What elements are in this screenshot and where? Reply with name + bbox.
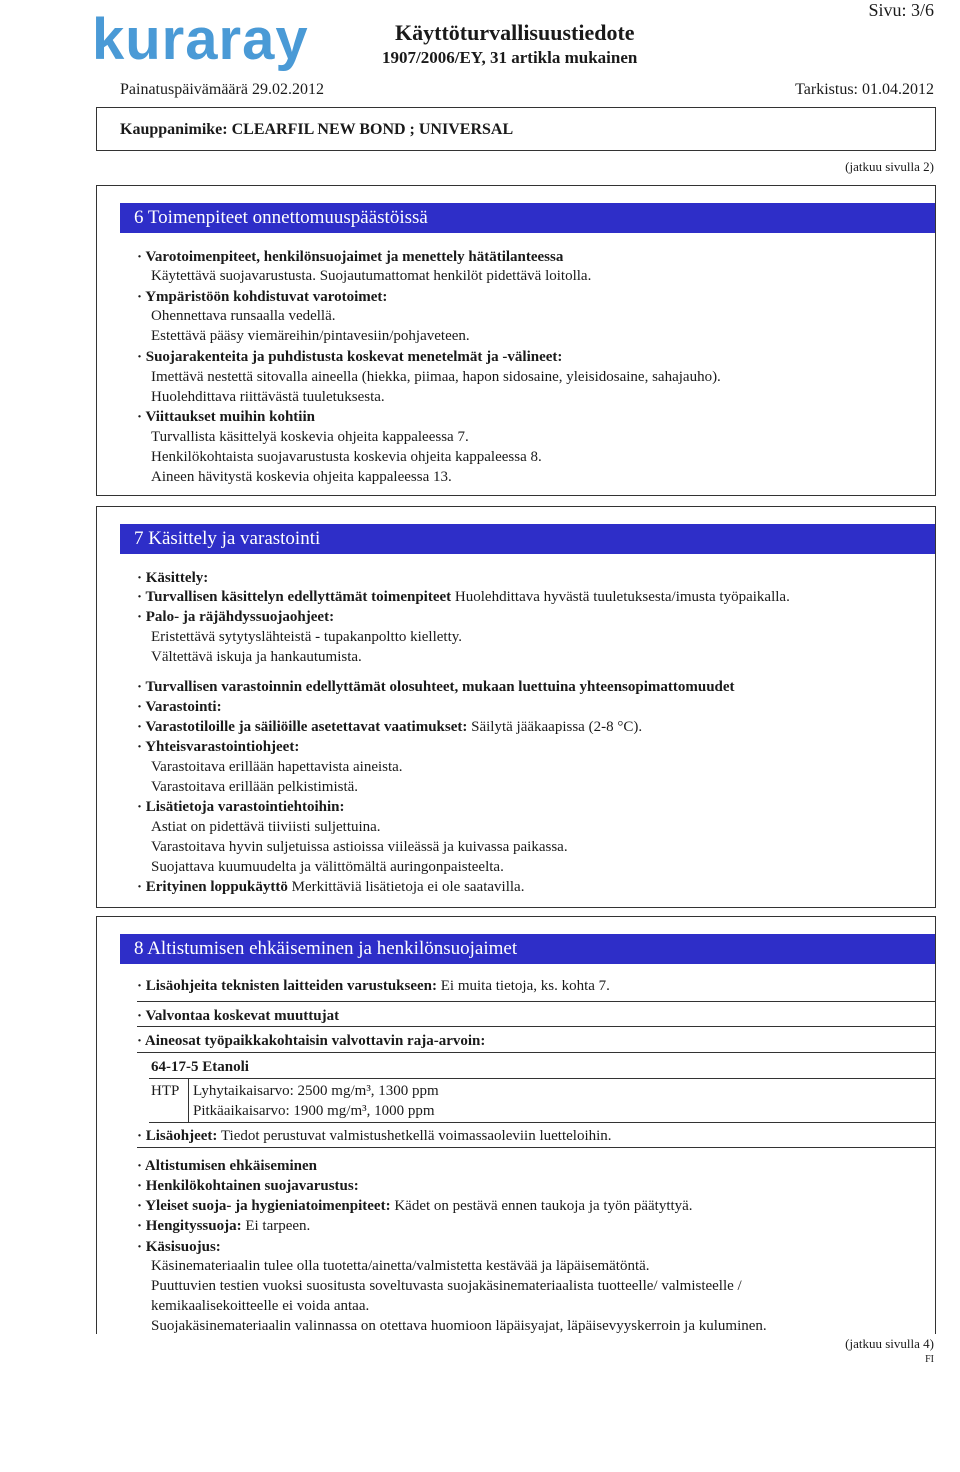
s7-line: Varastoitava erillään hapettavista aineista. <box>151 759 403 775</box>
s6-line: Aineen hävitystä koskevia ohjeita kappaleessa 13. <box>151 469 452 485</box>
s7-line: · Käsittely: <box>137 570 209 586</box>
s6-line: Estettävä pääsy viemäreihin/pintavesiin/pohjaveteen. <box>151 328 470 344</box>
s7-line: · Turvallisen varastoinnin edellyttämät olosuhteet, mukaan luettuina yhteensopimattomuudet <box>137 679 735 695</box>
s8-line: · Altistumisen ehkäiseminen <box>137 1158 318 1174</box>
continued-from: (jatkuu sivulla 2) <box>845 159 934 174</box>
s6-line: · Ympäristöön kohdistuvat varotoimet: <box>137 289 388 305</box>
s6-line: Käytettävä suojavarustusta. Suojautumattomat henkilöt pidettävä loitolla. <box>151 268 592 284</box>
continued-to: (jatkuu sivulla 4) <box>845 1336 934 1351</box>
s7-line: · Lisätietoja varastointiehtoihin: <box>137 799 345 815</box>
section-7-title: 7 Käsittely ja varastointi <box>120 524 935 554</box>
s6-line: Ohennettava runsaalla vedellä. <box>151 308 336 324</box>
s7-line: · Palo- ja räjähdyssuojaohjeet: <box>137 609 335 625</box>
s8-line: · Lisäohjeet: Tiedot perustuvat valmistushetkellä voimassaoleviin luetteloihin. <box>137 1128 612 1144</box>
s7-line: Suojattava kuumuudelta ja välittömältä auringonpaisteelta. <box>151 859 504 875</box>
s6-line: · Varotoimenpiteet, henkilönsuojaimet ja menettely hätätilanteessa <box>137 249 564 265</box>
product-name: Kauppanimike: CLEARFIL NEW BOND ; UNIVERSAL <box>120 121 514 138</box>
s6-line: · Viittaukset muihin kohtiin <box>137 409 315 425</box>
table-border <box>188 1078 189 1122</box>
page-number: Sivu: 3/6 <box>868 0 934 20</box>
s6-line: Henkilökohtaista suojavarustusta koskevia ohjeita kappaleessa 8. <box>151 449 542 465</box>
s8-line: · Valvontaa koskevat muuttujat <box>137 1008 340 1024</box>
s6-line: Huolehdittava riittävästä tuuletuksesta. <box>151 389 385 405</box>
table-border <box>149 1122 935 1123</box>
print-date: Painatuspäivämäärä 29.02.2012 <box>120 81 324 98</box>
document-title: Käyttöturvallisuustiedote <box>395 20 635 45</box>
s8-line: Käsinemateriaalin tulee olla tuotetta/ainetta/valmistetta kestävää ja läpäisemätöntä. <box>151 1258 650 1274</box>
limit-value: Pitkäaikaisarvo: 1900 mg/m³, 1000 ppm <box>193 1103 435 1119</box>
divider <box>137 1001 935 1002</box>
kuraray-logo: kuraray <box>92 7 309 72</box>
language-code: FI <box>925 1354 934 1365</box>
section-6 <box>96 185 936 496</box>
s8-line: · Käsisuojus: <box>137 1239 221 1255</box>
s6-line: Turvallista käsittelyä koskevia ohjeita kappaleessa 7. <box>151 429 469 445</box>
s7-line: · Yhteisvarastointiohjeet: <box>137 739 300 755</box>
revision-date: Tarkistus: 01.04.2012 <box>795 81 934 98</box>
table-border <box>149 1078 935 1079</box>
section-8-title: 8 Altistumisen ehkäiseminen ja henkilönsuojaimet <box>120 934 935 964</box>
s8-line: Puuttuvien testien vuoksi suositusta soveltuvasta suojakäsinemateriaalista tuotteelle/ valmisteelle / <box>151 1278 742 1294</box>
s8-line: · Yleiset suoja- ja hygieniatoimenpiteet: Kädet on pestävä ennen taukoja ja työn päätyttyä. <box>137 1198 693 1214</box>
section-6-title: 6 Toimenpiteet onnettomuuspäästöissä <box>120 203 935 233</box>
s7-line: · Erityinen loppukäyttö Merkittäviä lisätietoja ei ole saatavilla. <box>137 879 525 895</box>
section-7 <box>96 506 936 908</box>
divider <box>137 1026 935 1027</box>
s7-line: Astiat on pidettävä tiiviisti suljettuina. <box>151 819 381 835</box>
s6-line: Imettävä nestettä sitovalla aineella (hiekka, piimaa, hapon sidosaine, yleisidosaine, sahajauho). <box>151 369 721 385</box>
s8-line: kemikaalisekoitteelle ei voida antaa. <box>151 1298 370 1314</box>
divider <box>137 1052 935 1053</box>
s8-line: · Lisäohjeita teknisten laitteiden varustukseen: Ei muita tietoja, ks. kohta 7. <box>137 978 610 994</box>
s8-line: Suojakäsinemateriaalin valinnassa on otettava huomioon läpäisyajat, läpäisevyyskerroin ja kuluminen. <box>151 1318 767 1334</box>
divider <box>137 1147 935 1148</box>
s6-line: · Suojarakenteita ja puhdistusta koskevat menetelmät ja -välineet: <box>137 349 563 365</box>
document-subtitle: 1907/2006/EY, 31 artikla mukainen <box>382 48 638 67</box>
s7-line: Eristettävä sytytyslähteistä - tupakanpoltto kielletty. <box>151 629 463 645</box>
s7-line: · Turvallisen käsittelyn edellyttämät toimenpiteet Huolehdittava hyvästä tuuletuksesta/imusta työpaikalla. <box>137 589 790 605</box>
limit-type: HTP <box>151 1083 180 1099</box>
s7-line: Varastoitava erillään pelkistimistä. <box>151 779 359 795</box>
s7-line: · Varastotiloille ja säiliöille asetettavat vaatimukset: Säilytä jääkaapissa (2-8 °C). <box>137 719 643 735</box>
s8-line: · Hengityssuoja: Ei tarpeen. <box>137 1218 311 1234</box>
section-8 <box>96 916 936 1334</box>
cas-substance: 64-17-5 Etanoli <box>151 1059 249 1075</box>
s7-line: Vältettävä iskuja ja hankautumista. <box>151 649 362 665</box>
s8-line: · Aineosat työpaikkakohtaisin valvottavin raja-arvoin: <box>137 1033 486 1049</box>
s8-line: · Henkilökohtainen suojavarustus: <box>137 1178 359 1194</box>
s7-line: · Varastointi: <box>137 699 222 715</box>
s7-line: Varastoitava hyvin suljetuissa astioissa viileässä ja kuivassa paikassa. <box>151 839 568 855</box>
limit-value: Lyhytaikaisarvo: 2500 mg/m³, 1300 ppm <box>193 1083 439 1099</box>
